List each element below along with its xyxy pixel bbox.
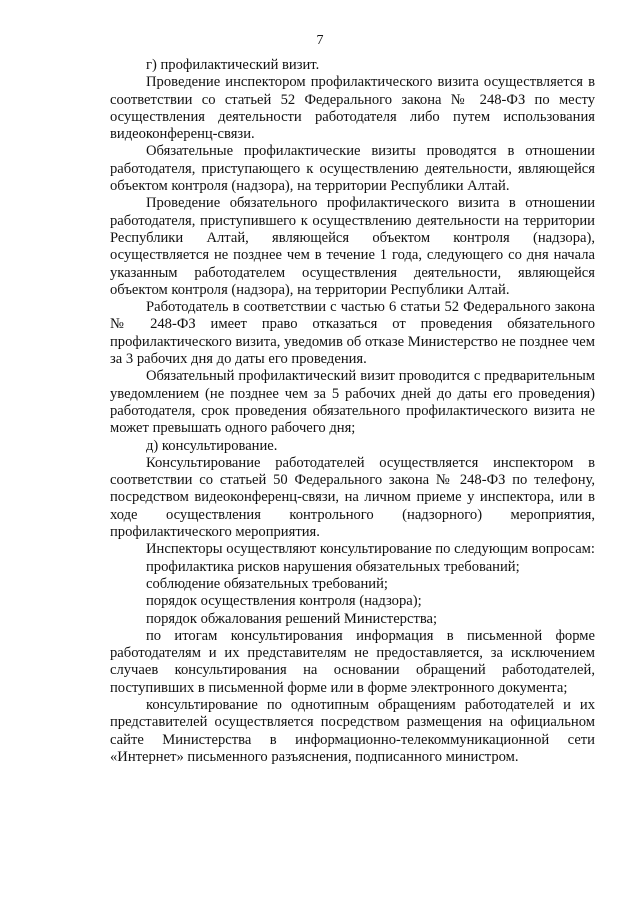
paragraph-written-info: по итогам консультирования информация в письменной форме работодателям и их представителям не предоставляется, за исключением случаев консультирования на основании обращений работодателей, поступивших в письменной форме или в форме электронного документа;	[110, 627, 595, 696]
paragraph-visit-notice: Обязательный профилактический визит проводится с предварительным уведомлением (не позднее чем за 5 рабочих дней до даты его проведения) работодателя, срок проведения обязательного профилактического визита не может превышать одного рабочего дня;	[110, 368, 595, 437]
list-item-control-procedure: порядок осуществления контроля (надзора);	[146, 593, 422, 610]
paragraph-consulting-methods: Консультирование работодателей осуществляется инспектором в соответствии со статьей 50 Федерального закона № 248-ФЗ по телефону, посредством видеоконференц-связи, на личном приеме у инспектора, или в ходе осуществления контрольного (надзорного) мероприятия, профилактического мероприятия.	[110, 454, 595, 541]
list-item-risk-prevention: профилактика рисков нарушения обязательных требований;	[146, 558, 520, 575]
paragraph-employer-refusal: Работодатель в соответствии с частью 6 статьи 52 Федерального закона № 248-ФЗ имеет право отказаться от проведения обязательного профилактического визита, уведомив об отказе Министерство не позднее чем за 3 рабочих дня до даты его проведения.	[110, 299, 595, 368]
paragraph-item-g-heading: г) профилактический визит.	[146, 57, 320, 73]
list-item-appeal-procedure: порядок обжалования решений Министерства;	[146, 610, 438, 627]
paragraph-visit-conduct: Проведение инспектором профилактического визита осуществляется в соответствии со статьей 52 Федерального закона № 248-ФЗ по месту осуществления деятельности работодателя либо путем использования видеоконференц-связи.	[110, 74, 595, 143]
page-number: 7	[316, 33, 324, 48]
paragraph-mandatory-visit-timing: Проведение обязательного профилактического визита в отношении работодателя, приступившего к осуществлению деятельности на территории Республики Алтай, являющейся объектом контроля (надзора), осуществляется не позднее чем в течение 1 года, следующего со дня начала указанным работодателем осуществления деятельности, являющейся объектом контроля (надзора), на территории Республики Алтай.	[110, 195, 595, 298]
paragraph-online-clarification: консультирование по однотипным обращениям работодателей и их представителей осуществляется посредством размещения на официальном сайте Министерства в информационно-телекоммуникационной сети «Интернет» письменного разъяснения, подписанного министром.	[110, 696, 595, 765]
list-item-compliance: соблюдение обязательных требований;	[146, 575, 388, 592]
paragraph-mandatory-visits: Обязательные профилактические визиты проводятся в отношении работодателя, приступающего к осуществлению деятельности, являющейся объектом контроля (надзора), на территории Республики Алтай.	[110, 143, 595, 195]
document-body	[110, 57, 595, 766]
paragraph-consulting-topics-intro: Инспекторы осуществляют консультирование по следующим вопросам:	[146, 541, 595, 558]
paragraph-item-d-heading: д) консультирование.	[146, 437, 278, 454]
